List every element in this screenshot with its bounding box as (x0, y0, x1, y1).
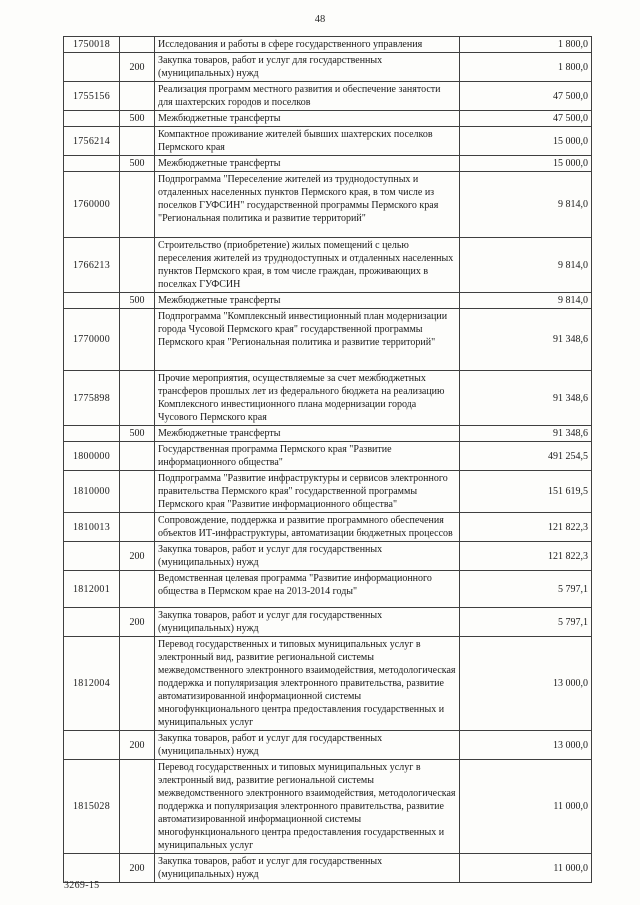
table-row (64, 371, 592, 426)
table-row (64, 127, 592, 156)
code-cell: 1812001 (64, 571, 120, 608)
description-cell: Ведомственная целевая программа "Развитие информационного общества в Пермском крае на 2013-2014 годы" (155, 571, 460, 608)
amount-cell: 47 500,0 (460, 111, 592, 127)
group-cell: 200 (120, 608, 155, 637)
table-row (64, 53, 592, 82)
code-cell: 1760000 (64, 172, 120, 238)
description-cell: Перевод государственных и типовых муниципальных услуг в электронный вид, развитие региональной системы межведомственного электронного взаимодействия, методологическая поддержка и популяризация электронного правительства, развитие автоматизированной информационной системы многофункционального центра предоставления государственных и муниципальных услуг (155, 760, 460, 854)
table-row (64, 156, 592, 172)
code-cell: 1755156 (64, 82, 120, 111)
description-cell: Закупка товаров, работ и услуг для государственных (муниципальных) нужд (155, 731, 460, 760)
description-cell: Сопровождение, поддержка и развитие программного обеспечения объектов ИТ-инфраструктуры, автоматизации бюджетных процессов (155, 513, 460, 542)
code-cell: 1810013 (64, 513, 120, 542)
group-cell (120, 371, 155, 426)
code-cell: 1770000 (64, 309, 120, 371)
description-cell: Прочие мероприятия, осуществляемые за счет межбюджетных трансферов прошлых лет из федерального бюджета на реализацию Комплексного инвестиционного плана модернизации города Чусового Пермского края (155, 371, 460, 426)
amount-cell: 91 348,6 (460, 309, 592, 371)
code-cell: 1810000 (64, 471, 120, 513)
code-cell: 1815028 (64, 760, 120, 854)
description-cell: Межбюджетные трансферты (155, 111, 460, 127)
description-cell: Закупка товаров, работ и услуг для государственных (муниципальных) нужд (155, 53, 460, 82)
group-cell: 200 (120, 731, 155, 760)
group-cell (120, 471, 155, 513)
budget-table-body (64, 37, 592, 883)
amount-cell: 47 500,0 (460, 82, 592, 111)
group-cell: 200 (120, 854, 155, 883)
group-cell (120, 238, 155, 293)
table-row (64, 442, 592, 471)
table-row (64, 293, 592, 309)
group-cell (120, 309, 155, 371)
code-cell: 1800000 (64, 442, 120, 471)
group-cell: 200 (120, 53, 155, 82)
table-row (64, 542, 592, 571)
page-number: 48 (314, 14, 326, 25)
group-cell (120, 127, 155, 156)
table-row (64, 637, 592, 731)
table-row (64, 608, 592, 637)
description-cell: Закупка товаров, работ и услуг для государственных (муниципальных) нужд (155, 542, 460, 571)
document-number: 3269-15 (64, 880, 100, 891)
table-row (64, 111, 592, 127)
amount-cell: 13 000,0 (460, 731, 592, 760)
code-cell (64, 111, 120, 127)
table-row (64, 238, 592, 293)
code-cell (64, 854, 120, 883)
group-cell (120, 172, 155, 238)
description-cell: Межбюджетные трансферты (155, 156, 460, 172)
group-cell (120, 37, 155, 53)
table-row (64, 471, 592, 513)
amount-cell: 9 814,0 (460, 238, 592, 293)
table-row (64, 172, 592, 238)
group-cell (120, 571, 155, 608)
group-cell (120, 442, 155, 471)
amount-cell: 1 800,0 (460, 53, 592, 82)
code-cell (64, 426, 120, 442)
amount-cell: 9 814,0 (460, 293, 592, 309)
amount-cell: 491 254,5 (460, 442, 592, 471)
group-cell: 500 (120, 293, 155, 309)
description-cell: Подпрограмма "Комплексный инвестиционный план модернизации города Чусовой Пермского края" государственной программы Пермского края "Региональная политика и развитие территорий" (155, 309, 460, 371)
table-row (64, 309, 592, 371)
description-cell: Государственная программа Пермского края "Развитие информационного общества" (155, 442, 460, 471)
amount-cell: 15 000,0 (460, 156, 592, 172)
description-cell: Подпрограмма "Переселение жителей из труднодоступных и отдаленных населенных пунктов Пермского края, в том числе из поселков ГУФСИН" государственной программы Пермского края "Региональная политика и развитие территорий" (155, 172, 460, 238)
code-cell (64, 53, 120, 82)
budget-table (63, 36, 592, 883)
description-cell: Закупка товаров, работ и услуг для государственных (муниципальных) нужд (155, 854, 460, 883)
description-cell: Строительство (приобретение) жилых помещений с целью переселения жителей из труднодоступных и отдаленных населенных пунктов Пермского края, в том числе граждан, проживающих в поселках ГУФСИН (155, 238, 460, 293)
description-cell: Исследования и работы в сфере государственного управления (155, 37, 460, 53)
code-cell: 1756214 (64, 127, 120, 156)
code-cell (64, 156, 120, 172)
table-row (64, 854, 592, 883)
description-cell: Закупка товаров, работ и услуг для государственных (муниципальных) нужд (155, 608, 460, 637)
description-cell: Реализация программ местного развития и обеспечение занятости для шахтерских городов и поселков (155, 82, 460, 111)
description-cell: Межбюджетные трансферты (155, 426, 460, 442)
table-row (64, 426, 592, 442)
amount-cell: 91 348,6 (460, 371, 592, 426)
code-cell: 1812004 (64, 637, 120, 731)
group-cell: 500 (120, 156, 155, 172)
amount-cell: 91 348,6 (460, 426, 592, 442)
group-cell: 200 (120, 542, 155, 571)
group-cell: 500 (120, 426, 155, 442)
table-row (64, 37, 592, 53)
group-cell (120, 760, 155, 854)
code-cell (64, 608, 120, 637)
table-row (64, 731, 592, 760)
code-cell: 1750018 (64, 37, 120, 53)
code-cell: 1766213 (64, 238, 120, 293)
description-cell: Перевод государственных и типовых муниципальных услуг в электронный вид, развитие региональной системы межведомственного электронного взаимодействия, методологическая поддержка и популяризация электронного правительства, развитие автоматизированной информационной системы многофункционального центра предоставления государственных и муниципальных услуг (155, 637, 460, 731)
code-cell (64, 731, 120, 760)
code-cell: 1775898 (64, 371, 120, 426)
table-row (64, 571, 592, 608)
amount-cell: 5 797,1 (460, 571, 592, 608)
description-cell: Межбюджетные трансферты (155, 293, 460, 309)
group-cell (120, 82, 155, 111)
description-cell: Компактное проживание жителей бывших шахтерских поселков Пермского края (155, 127, 460, 156)
amount-cell: 121 822,3 (460, 513, 592, 542)
table-row (64, 760, 592, 854)
amount-cell: 9 814,0 (460, 172, 592, 238)
amount-cell: 11 000,0 (460, 854, 592, 883)
table-row (64, 82, 592, 111)
amount-cell: 151 619,5 (460, 471, 592, 513)
description-cell: Подпрограмма "Развитие инфраструктуры и сервисов электронного правительства Пермского края" государственной программы Пермского края "Развитие информационного общества" (155, 471, 460, 513)
group-cell (120, 637, 155, 731)
amount-cell: 13 000,0 (460, 637, 592, 731)
table-row (64, 513, 592, 542)
amount-cell: 5 797,1 (460, 608, 592, 637)
amount-cell: 15 000,0 (460, 127, 592, 156)
amount-cell: 11 000,0 (460, 760, 592, 854)
group-cell (120, 513, 155, 542)
code-cell (64, 542, 120, 571)
amount-cell: 1 800,0 (460, 37, 592, 53)
group-cell: 500 (120, 111, 155, 127)
code-cell (64, 293, 120, 309)
amount-cell: 121 822,3 (460, 542, 592, 571)
